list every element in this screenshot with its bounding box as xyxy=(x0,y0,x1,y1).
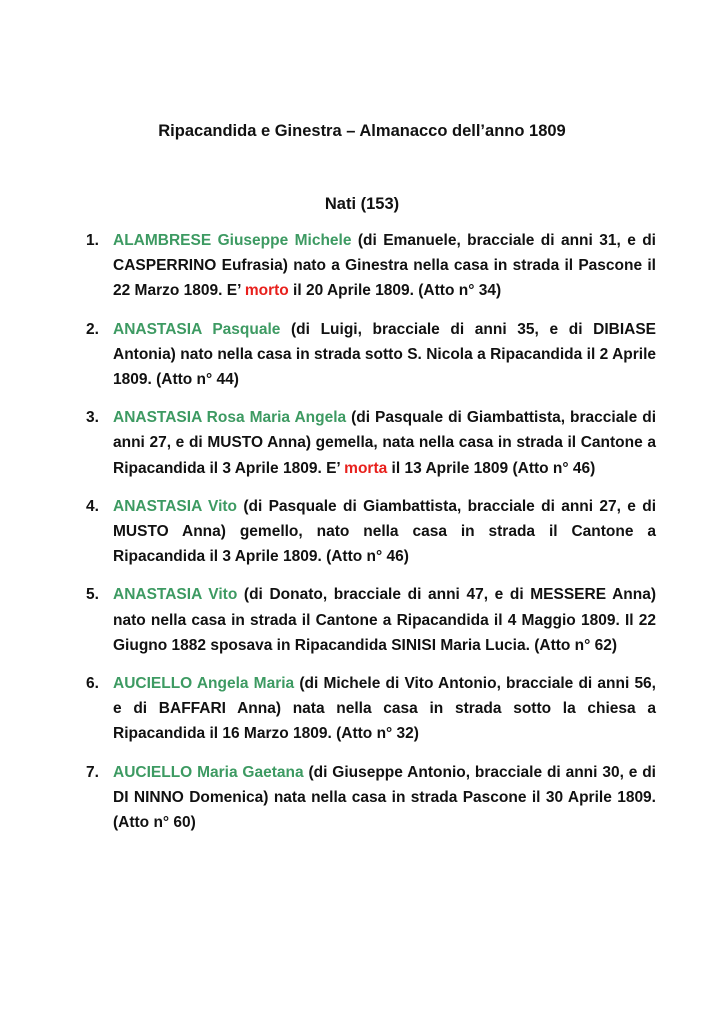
record-details: (di Pasquale di Giambattista, bracciale di anni 27, e di MUSTO Anna) gemello, nato nella casa in strada il Cantone a Ripacandida il 3 Aprile 1809. (Atto n° 46) xyxy=(113,497,656,566)
birth-record xyxy=(86,671,656,747)
record-details: (di Donato, bracciale di anni 47, e di MESSERE Anna) nato nella casa in strada il Cantone a Ripacandida il 4 Maggio 1809. Il 22 Giugno 1882 sposava in Ripacandida SINISI Maria Lucia. (Atto n° 62) xyxy=(113,586,656,654)
birth-record xyxy=(86,228,656,304)
person-name: AUCIELLO Maria Gaetana xyxy=(113,763,304,781)
person-name: ANASTASIA Vito xyxy=(113,497,238,515)
person-name: ANASTASIA Vito xyxy=(113,586,238,604)
death-marker: morta xyxy=(344,459,388,477)
person-name: AUCIELLO Angela Maria xyxy=(113,675,295,693)
record-details: (di Pasquale di Giambattista, bracciale di anni 27, e di MUSTO Anna) gemella, nata nella casa in strada il Cantone a Ripacandida il 3 Aprile 1809. E’ xyxy=(113,409,656,477)
record-details: (di Emanuele, bracciale di anni 31, e di CASPERRINO Eufrasia) nato a Ginestra nella casa in strada il Pascone il 22 Marzo 1809. E’ xyxy=(113,232,656,300)
person-name: ANASTASIA Rosa Maria Angela xyxy=(113,409,347,427)
record-details: (di Giuseppe Antonio, bracciale di anni 30, e di DI NINNO Domenica) nata nella casa in strada Pascone il 30 Aprile 1809. (Atto n° 60) xyxy=(113,763,656,832)
record-number: 1. xyxy=(86,232,99,249)
record-number: 2. xyxy=(86,320,99,338)
record-number: 7. xyxy=(86,763,99,781)
person-name: ANASTASIA Pasquale xyxy=(113,320,281,338)
birth-record xyxy=(86,494,656,570)
record-details: (di Michele di Vito Antonio, bracciale di anni 56, e di BAFFARI Anna) nata nella casa in strada sotto la chiesa a Ripacandida il 16 Marzo 1809. (Atto n° 32) xyxy=(113,675,656,743)
record-number: 4. xyxy=(86,497,99,515)
record-number: 3. xyxy=(86,409,99,427)
death-marker: morto xyxy=(244,282,289,300)
birth-record xyxy=(86,317,656,393)
birth-records-list xyxy=(86,228,656,848)
birth-record xyxy=(86,760,656,836)
record-number: 6. xyxy=(86,675,99,693)
person-name: ALAMBRESE Giuseppe Michele xyxy=(113,232,352,249)
record-details: (di Luigi, bracciale di anni 35, e di DIBIASE Antonia) nato nella casa in strada sotto S. Nicola a Ripacandida il 2 Aprile 1809. (Atto n° 44) xyxy=(113,320,656,389)
document-title: Ripacandida e Ginestra – Almanacco dell’anno 1809 xyxy=(158,122,566,140)
record-details-continued: il 20 Aprile 1809. (Atto n° 34) xyxy=(288,282,502,300)
birth-record xyxy=(86,582,656,658)
record-details-continued: il 13 Aprile 1809 (Atto n° 46) xyxy=(387,459,596,477)
section-title: Nati (153) xyxy=(324,195,400,213)
record-number: 5. xyxy=(86,586,99,604)
birth-record xyxy=(86,405,656,481)
